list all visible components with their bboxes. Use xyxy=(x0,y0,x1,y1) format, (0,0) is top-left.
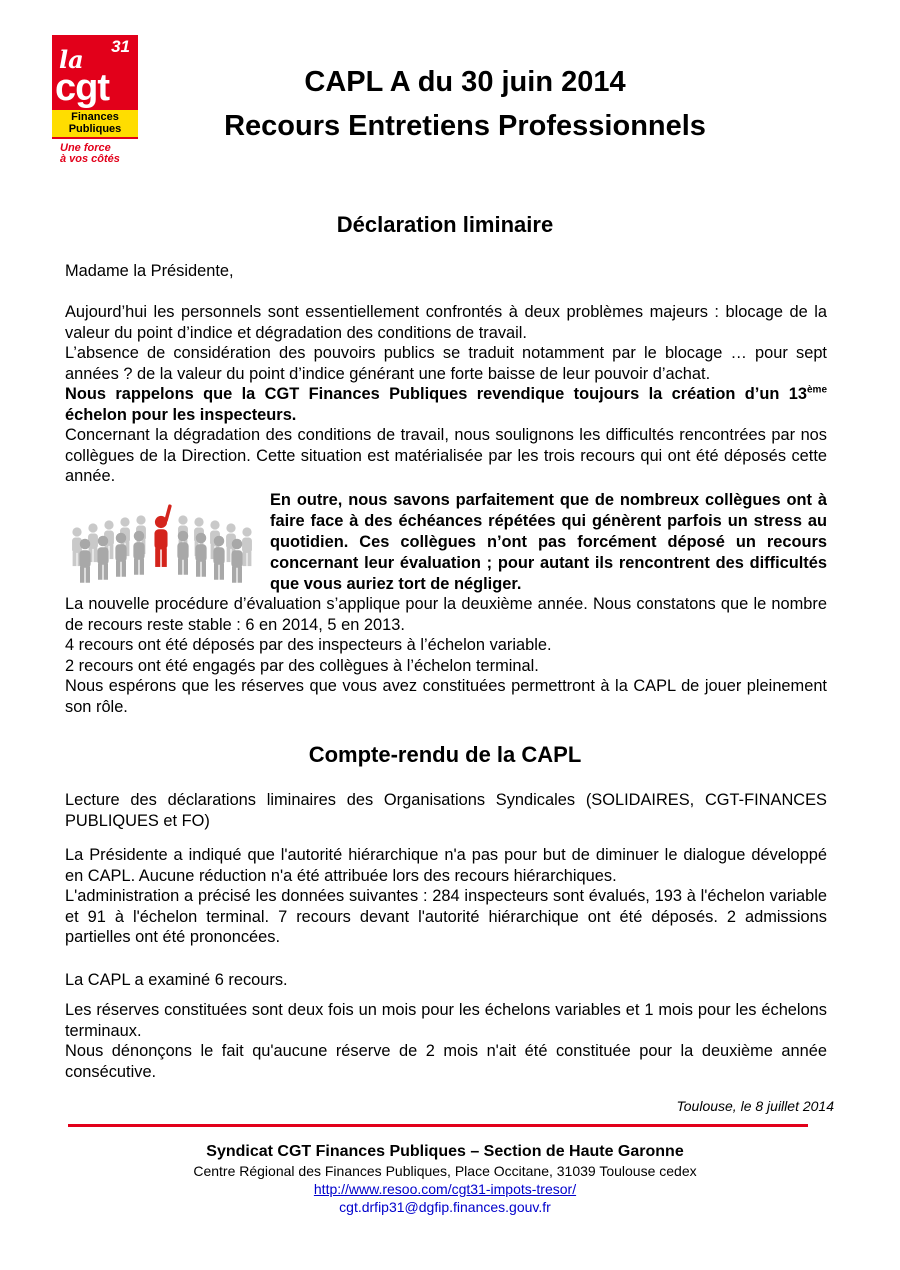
declaration-p6: La nouvelle procédure d’évaluation s’applique pour la deuxième année. Nous constatons que le nombre de recours reste stable : 6 en 2014, 5 en 2013. xyxy=(65,595,827,634)
declaration-p1: Aujourd’hui les personnels sont essentiellement confrontés à deux problèmes majeurs : blocage de la valeur du point d’indice et dégradation des conditions de travail. xyxy=(65,303,827,342)
logo-line2: Publiques xyxy=(68,123,122,135)
declaration-body-bottom xyxy=(65,594,827,717)
compte-rendu-p4 xyxy=(65,970,827,991)
logo-slogan-line2: à vos côtés xyxy=(60,153,120,165)
declaration-p3 xyxy=(65,384,827,425)
compte-rendu-p1 xyxy=(65,790,827,831)
declaration-p7: 4 recours ont été déposés par des inspecteurs à l’échelon variable. xyxy=(65,636,552,654)
compte-rendu-p6: Nous dénonçons le fait qu'aucune réserve de 2 mois n'ait été constituée pour la deuxième année consécutive. xyxy=(65,1042,827,1081)
logo-slogan-line1: Une force xyxy=(60,142,111,154)
footer-url-link[interactable]: http://www.resoo.com/cgt31-impots-tresor/ xyxy=(313,1181,577,1197)
footer-email-link[interactable]: cgt.drfip31@dgfip.finances.gouv.fr xyxy=(339,1199,551,1215)
declaration-p3-sup: ème xyxy=(806,384,827,396)
declaration-heading: Déclaration liminaire xyxy=(336,212,554,237)
declaration-p8: 2 recours ont été engagés par des collègues à l’échelon terminal. xyxy=(65,656,539,675)
compte-rendu-p1-text: Lecture des déclarations liminaires des Organisations Syndicales (SOLIDAIRES, CGT-FINANCES PUBLIQUES et FO) xyxy=(65,791,827,830)
crowd-illustration xyxy=(63,494,259,588)
signature-date: Toulouse, le 8 juillet 2014 xyxy=(676,1098,834,1114)
declaration-body-top xyxy=(65,302,827,487)
logo-line1: Finances xyxy=(71,111,119,123)
compte-rendu-p2: La Présidente a indiqué que l'autorité hiérarchique n'a pas pour but de diminuer le dialogue développé en CAPL. Aucune réduction n'a été attribuée lors des recours hiérarchiques. xyxy=(65,846,827,885)
page-title-line2: Recours Entretiens Professionnels xyxy=(224,110,706,142)
declaration-p3-a: Nous rappelons que la CGT Finances Publiques revendique toujours la création d’un 13 xyxy=(65,385,807,403)
salutation-text: Madame la Présidente, xyxy=(65,262,234,280)
page-title-line1: CAPL A du 30 juin 2014 xyxy=(304,66,626,98)
declaration-p9: Nous espérons que les réserves que vous avez constituées permettront à la CAPL de jouer pleinement son rôle. xyxy=(65,677,827,716)
logo-la: la xyxy=(59,45,84,74)
declaration-p4: Concernant la dégradation des conditions de travail, nous soulignons les difficultés rencontrées par nos collègues de la Direction. Cette situation est matérialisée par les trois recours qui ont été déposés cette année. xyxy=(65,426,827,485)
logo-slogan xyxy=(60,143,120,165)
footer-org: Syndicat CGT Finances Publiques – Section de Haute Garonne xyxy=(206,1143,684,1160)
compte-rendu-block xyxy=(65,845,827,948)
logo-cgt: cgt xyxy=(55,67,109,109)
cgt-logo xyxy=(52,35,138,169)
declaration-p2: L’absence de considération des pouvoirs publics se traduit notamment par le blocage … pour sept années ? de la valeur du point d’indice générant une forte baisse de leur pouvoir d’achat. xyxy=(65,344,827,383)
declaration-p5: En outre, nous savons parfaitement que de nombreux collègues ont à faire face à des échéances répétées qui génèrent parfois un stress au quotidien. Ces collègues n’ont pas forcément déposé un recours concernant leur évaluation ; pour autant ils rencontrent des difficultés que vous auriez tort de négliger. xyxy=(270,491,827,593)
compte-rendu-block2 xyxy=(65,1000,827,1082)
logo-finances-publiques xyxy=(52,111,138,135)
declaration-p3-b: échelon pour les inspecteurs. xyxy=(65,405,297,424)
compte-rendu-p3: L'administration a précisé les données suivantes : 284 inspecteurs sont évalués, 193 à l'échelon variable et 91 à l'échelon terminal. 7 recours devant l'autorité hiérarchique ont été déposés. 2 admissions partielles ont été prononcées. xyxy=(65,887,827,946)
salutation xyxy=(65,261,827,282)
compte-rendu-p5: Les réserves constituées sont deux fois un mois pour les échelons variables et 1 mois pour les échelons terminaux. xyxy=(65,1001,827,1040)
footer-divider xyxy=(68,1124,808,1127)
compte-rendu-heading: Compte-rendu de la CAPL xyxy=(308,742,582,767)
footer-address: Centre Régional des Finances Publiques, Place Occitane, 31039 Toulouse cedex xyxy=(193,1163,697,1179)
logo-number: 31 xyxy=(111,37,130,56)
compte-rendu-p4-text: La CAPL a examiné 6 recours. xyxy=(65,971,288,989)
